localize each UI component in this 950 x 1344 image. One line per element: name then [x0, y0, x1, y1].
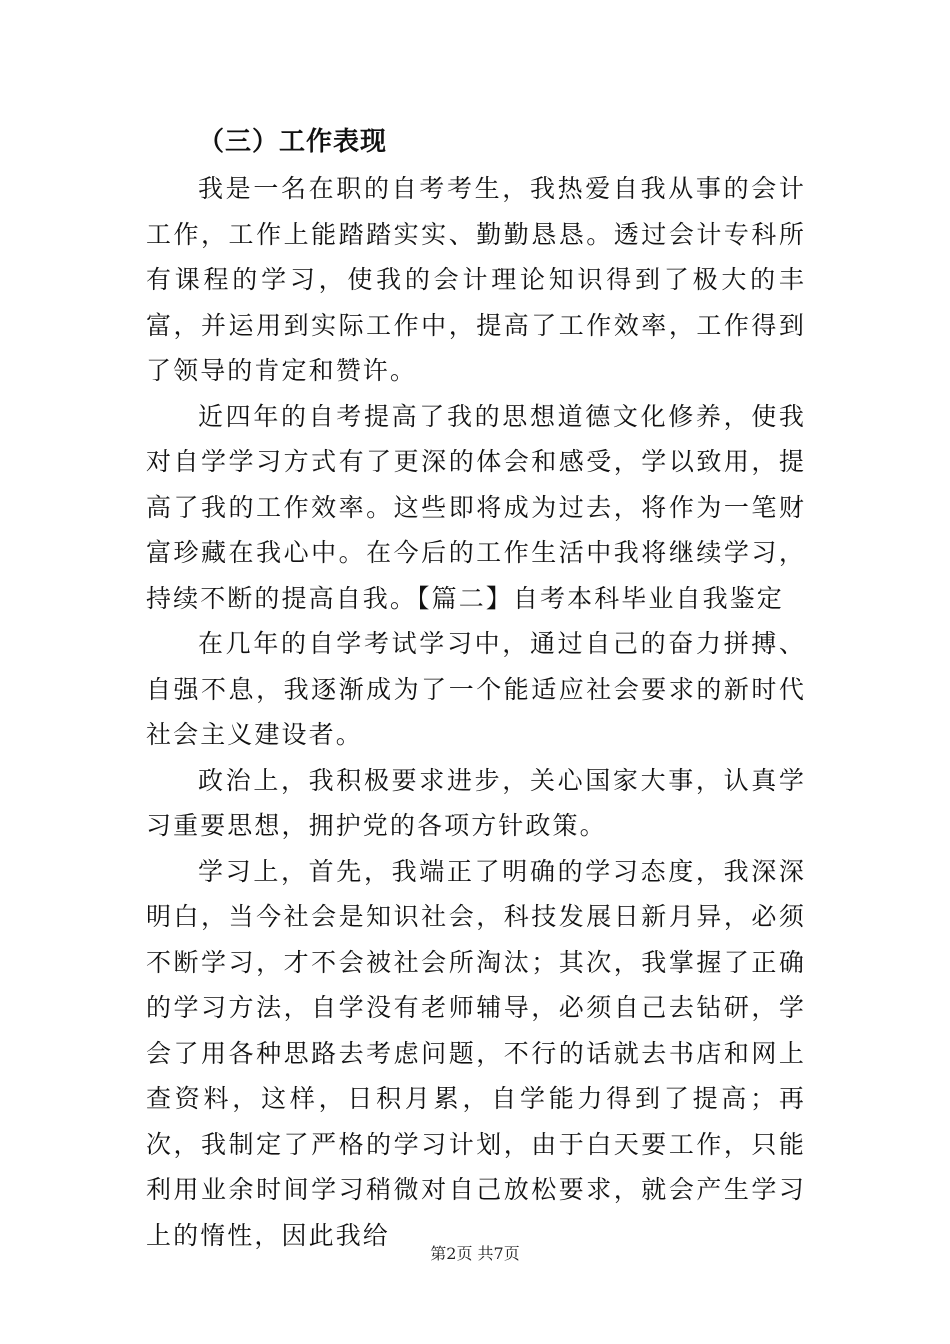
paragraph-study: 学习上，首先，我端正了明确的学习态度，我深深明白，当今社会是知识社会，科技发展日新月异，必须不断学习，才不会被社会所淘汰；其次，我掌握了正确的学习方法，自学没有老师辅导，必须自己去钻研，学会了用各种思路去考虑问题，不行的话就去书店和网上查资料，这样，日积月累，自学能力得到了提高；再次，我制定了严格的学习计划，由于白天要工作，只能利用业余时间学习稍微对自己放松要求，就会产生学习上的惰性，因此我给 — [146, 856, 806, 1250]
page-number: 第2页 共7页 — [430, 1244, 520, 1263]
paragraph-self-study-achievement: 在几年的自学考试学习中，通过自己的奋力拼搏、自强不息，我逐渐成为了一个能适应社会要求的新时代社会主义建设者。 — [146, 629, 806, 749]
paragraph-work-performance: 我是一名在职的自考考生，我热爱自我从事的会计工作，工作上能踏踏实实、勤勤恳恳。透过会计专科所有课程的学习，使我的会计理论知识得到了极大的丰富，并运用到实际工作中，提高了工作效率，工作得到了领导的肯定和赞许。 — [146, 174, 806, 385]
paragraph-political: 政治上，我积极要求进步，关心国家大事，认真学习重要思想，拥护党的各项方针政策。 — [146, 765, 806, 840]
paragraph-self-study-reflection: 近四年的自考提高了我的思想道德文化修养，使我对自学学习方式有了更深的体会和感受，学以致用，提高了我的工作效率。这些即将成为过去，将作为一笔财富珍藏在我心中。在今后的工作生活中我将继续学习，持续不断的提高自我。【篇二】自考本科毕业自我鉴定 — [146, 401, 806, 613]
section-heading: （三）工作表现 — [198, 127, 388, 157]
document-body — [146, 118, 806, 1258]
